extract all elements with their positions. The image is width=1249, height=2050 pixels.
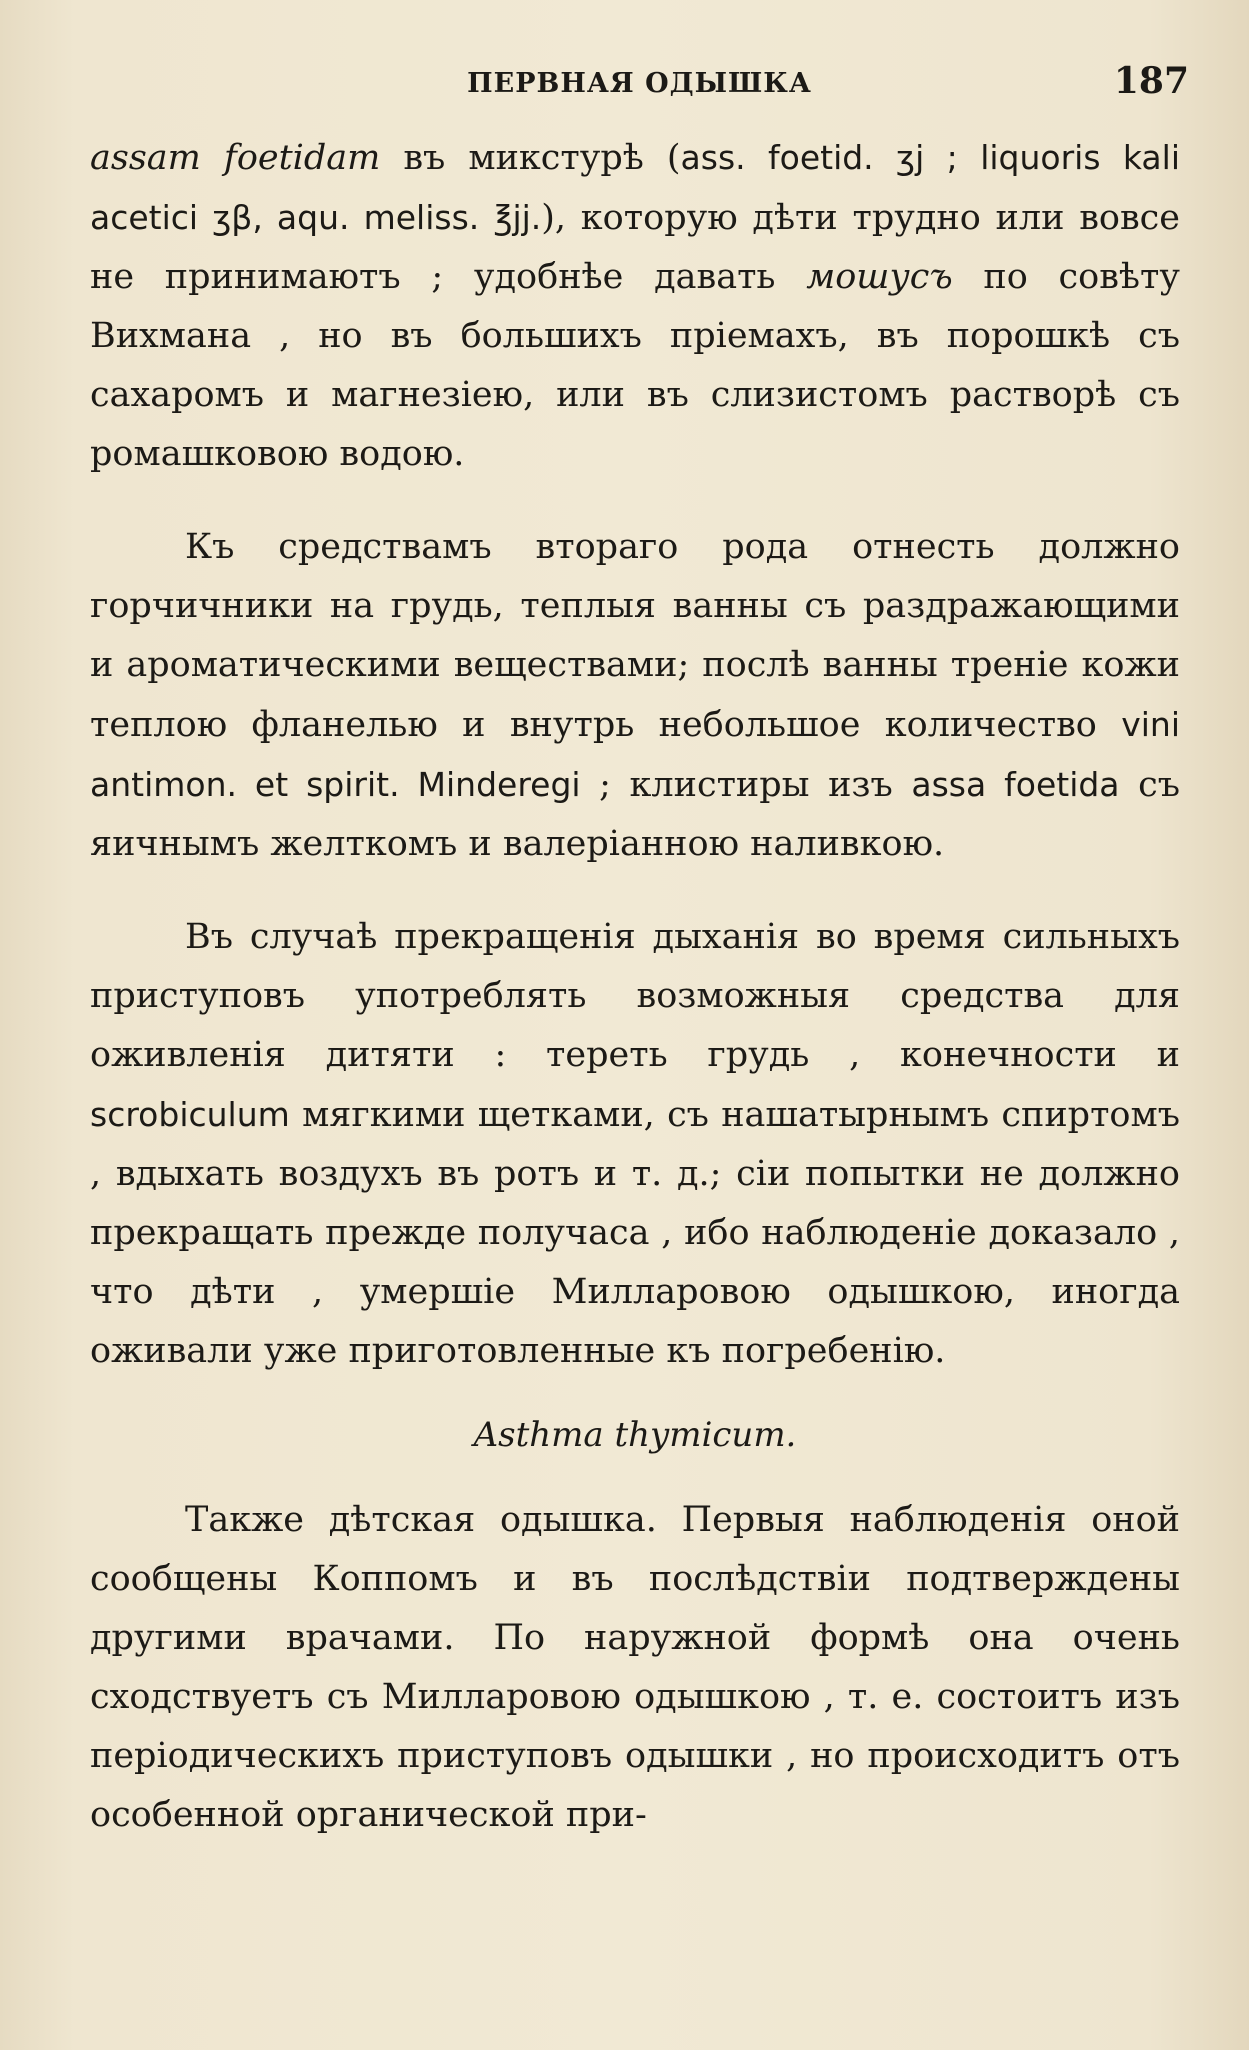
text-run: vini antimon. et spirit. Minderegi	[90, 705, 1180, 804]
text-run: въ микстурѣ (	[380, 138, 681, 178]
text-run: мягкими щетками, съ нашатырнымъ спиртомъ , вдыхать воздухъ въ ротъ и т. д.; сіи попытки не должно прекращать прежде получаса , ибо наблюденіе доказало , что дѣти , умершіе Милларовою одышкою, иногда оживали уже приготовленные къ погребенію.	[90, 1095, 1180, 1371]
paragraph	[90, 1491, 1180, 1845]
text-run: ass. foetid. ʒj ; liquoris kali acetici ʒβ, aqu. meliss. ℥jj.	[90, 138, 1180, 237]
page-body	[90, 128, 1180, 1845]
text-run: assam foetidam	[90, 138, 381, 178]
text-run: по совѣту Вихмана , но въ большихъ пріемахъ, въ порошкѣ съ сахаромъ и магнезіею, или въ слизистомъ растворѣ съ ромашковою водою.	[90, 257, 1180, 474]
running-title: ПЕРВНАЯ ОДЫШКА	[467, 68, 812, 99]
paragraph	[90, 908, 1180, 1381]
text-run: ; клистиры изъ	[580, 765, 912, 805]
page-number: 187	[1113, 60, 1189, 102]
text-run: мошусъ	[806, 257, 953, 297]
text-run: assa foetida	[911, 765, 1120, 804]
page-header	[90, 60, 1189, 110]
text-run: Къ средствамъ втораго рода отнесть должно горчичники на грудь, теплыя ванны съ раздражающими и ароматическими веществами; послѣ ванны треніе кожи теплою фланелью и внутрь небольшое количество	[90, 527, 1180, 745]
text-run: Въ случаѣ прекращенія дыханія во время сильныхъ приступовъ употреблять возможныя средства для оживленія дитяти : тереть грудь , конечности и	[90, 917, 1180, 1075]
paragraph	[90, 128, 1180, 484]
text-run: scrobiculum	[90, 1095, 290, 1134]
paragraph	[90, 518, 1180, 874]
text-run: ), которую дѣти трудно или вовсе не принимаютъ ; удобнѣе давать	[90, 198, 1180, 297]
text-run: Также дѣтская одышка. Первыя наблюденія оной сообщены Коппомъ и въ послѣдствіи подтверждены другими врачами. По наружной формѣ она очень сходствуетъ съ Милларовою одышкою , т. е. состоитъ изъ періодическихъ приступовъ одышки , но происходитъ отъ особенной органической при-	[90, 1500, 1180, 1835]
section-title: Asthma thymicum.	[473, 1415, 797, 1455]
text-run: съ яичнымъ желткомъ и валеріанною наливкою.	[90, 765, 1180, 864]
